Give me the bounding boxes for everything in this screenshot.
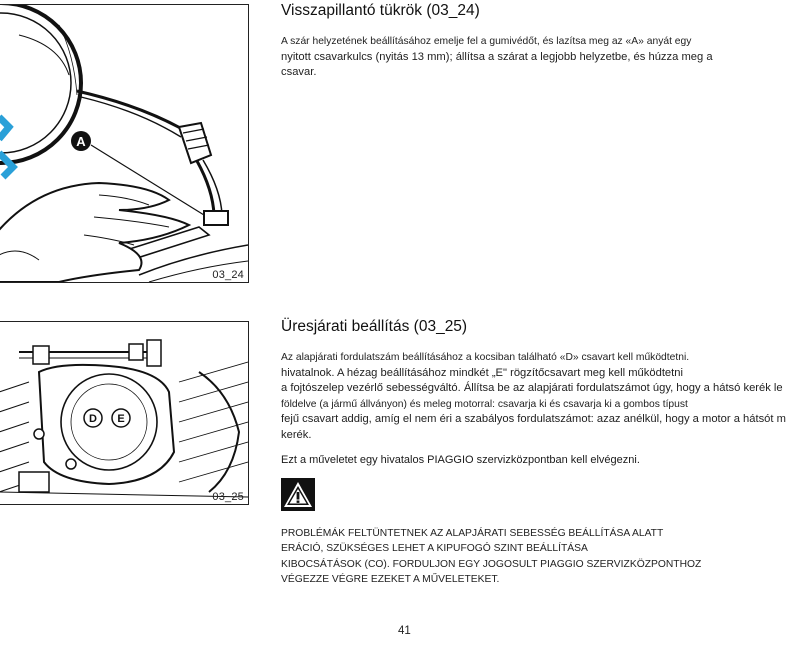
section-title: Visszapillantó tükrök (03_24) [281, 2, 480, 19]
page-number: 41 [398, 625, 411, 637]
warning-triangle-icon [281, 478, 315, 511]
figure-carburettor [0, 321, 249, 505]
warning-line: VÉGEZZE VÉGRE EZEKET A MŰVELETEKET. [281, 574, 500, 586]
paragraph-line: csavar. [281, 66, 317, 79]
paragraph-line: kerék. [281, 428, 312, 441]
warning-text [281, 526, 800, 588]
paragraph-line: földelve (a jármű állványon) és meleg motorral: csavarja ki és csavarja ki a gombos típust [281, 398, 688, 410]
callout-e: E [117, 413, 125, 425]
figure-mirror [0, 4, 249, 283]
callout-d: D [89, 413, 97, 425]
warning-line: ERÁCIÓ, SZÜKSÉGES LEHET A KIPUFOGÓ SZINT BEÁLLÍTÁSA [281, 543, 588, 555]
service-note: Ezt a műveletet egy hivatalos PIAGGIO szervizközpontban kell elvégezni. [281, 453, 640, 466]
paragraph-line: fejű csavart addig, amíg el nem éri a szabályos fordulatszámot: azaz anélkül, hogy a motor a hátsót m [281, 413, 786, 426]
figure-label: 03_24 [212, 269, 244, 281]
section-idle-adjustment [281, 318, 800, 588]
paragraph-line: A szár helyzetének beállításához emelje fel a gumivédőt, és lazítsa meg az «A» anyát egy [281, 36, 692, 47]
carburettor-illustration [0, 322, 248, 504]
paragraph-line: hivatalnok. A hézag beállításához mindkét „E" rögzítőcsavart meg kell működtetni [281, 366, 683, 379]
callout-a: A [76, 134, 86, 149]
paragraph-line: Az alapjárati fordulatszám beállításához a kocsiban található «D» csavart kell működtetni. [281, 352, 690, 363]
warning-line: PROBLÉMÁK FELTÜNTETNEK AZ ALAPJÁRATI SEBESSÉG BEÁLLÍTÁSA ALATT [281, 527, 664, 539]
figure-label: 03_25 [212, 491, 244, 503]
paragraph-line: a fojtószelep vezérlő sebességváltó. Állítsa be az alapjárati fordulatszámot úgy, hogy a hátsó kerék le [281, 382, 783, 395]
section-mirrors [281, 2, 800, 81]
section-title: Üresjárati beállítás (03_25) [281, 318, 468, 335]
mirror-illustration [0, 5, 248, 282]
warning-line: KIBOCSÁTÁSOK (CO). FORDULJON EGY JOGOSULT PIAGGIO SZERVIZKÖZPONTHOZ [281, 558, 702, 570]
paragraph-line: nyitott csavarkulcs (nyitás 13 mm); állítsa a szárat a legjobb helyzetbe, és húzza meg a [281, 50, 713, 63]
